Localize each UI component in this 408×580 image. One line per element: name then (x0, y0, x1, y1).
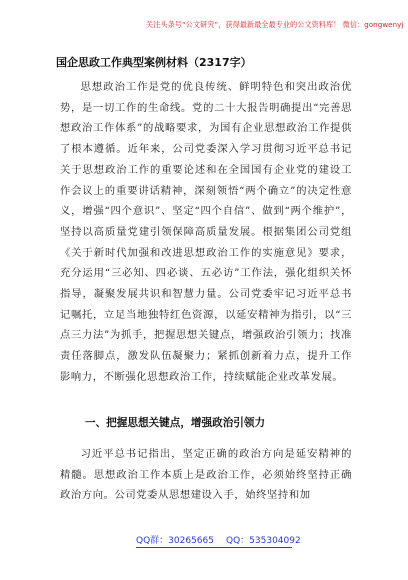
section-heading: 一、把握思想关键点，增强政治引领力 (85, 417, 266, 429)
section-body (60, 444, 352, 506)
footer-contacts (0, 534, 408, 548)
qq-link[interactable]: QQ：535304092 (226, 536, 301, 546)
qq-group-link[interactable]: QQ群：30265665 (136, 536, 214, 546)
paragraph: 思想政治工作是党的优良传统、鲜明特色和突出政治优势，是一切工作的生命线。党的二十大报告明确提出“完善思想政治工作体系”的战略要求，为国有企业思想政治工作提供了根本遵循。近年来，公司党委深入学习贯彻习近平总书记关于思想政治工作的重要论述和在全国国有企业党的建设工作会议上的重要讲话精神，深刻领悟“两个确立”的决定性意义，增强“四个意识”、坚定“四个自信”、做到“两个维护”，坚持以高质量党建引领保障高质量发展。根据集团公司党组《关于新时代加强和改进思想政治工作的实施意见》要求，充分运用“三必知、四必谈、五必访”工作法，强化组织关怀指导，凝聚发展共识和智慧力量。公司党委牢记习近平总书记嘱托，立足当地独特红色资源，以延安精神为指引，以“三点三力法”为抓手，把握思想关键点，增强政治引领力；找准责任落脚点，激发队伍凝聚力；紧抓创新着力点，提升工作影响力，不断强化思想政治工作，持续赋能企业改革发展。 (60, 81, 352, 383)
document-body (60, 77, 352, 388)
paragraph: 习近平总书记指出，坚定正确的政治方向是延安精神的精髓。思想政治工作本质上是政治工作，必须始终坚持正确政治方向。公司党委从思想建设入手，始终坚持和加 (60, 448, 352, 502)
document-title: 国企思政工作典型案例材料（2317字） (56, 56, 252, 69)
footer-underline (136, 547, 292, 548)
header-note: 关注头条号“公文研究”，获得最新最全最专业的公文资料库！ 微信：gongwenyj (146, 20, 404, 29)
